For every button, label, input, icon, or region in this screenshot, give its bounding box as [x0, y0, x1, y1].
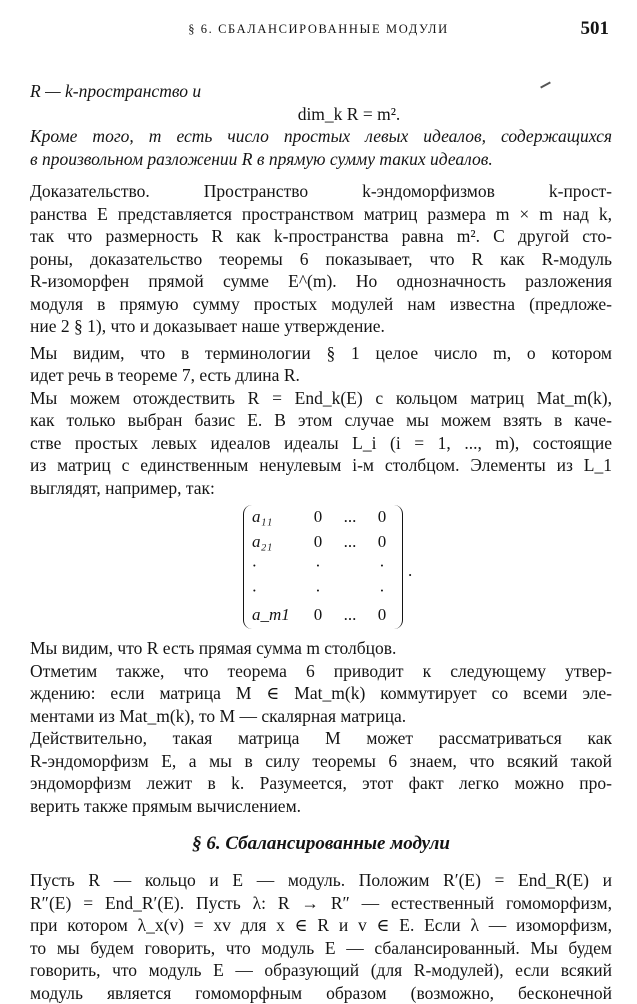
theorem-tail — [30, 80, 612, 170]
text-line: Доказательство. Пространство k-эндоморфизмов k-прост- — [30, 180, 612, 203]
paragraph-endomorphism — [30, 727, 612, 817]
text-line: Пусть R — кольцо и E — модуль. Положим R′(E) = End_R(E) и — [30, 869, 612, 892]
text-line: стве простых левых идеалов идеалы L_i (i = 1, ..., m), состоящие — [30, 432, 612, 455]
matrix-cell: · — [244, 556, 306, 576]
matrix-row — [244, 530, 402, 555]
text-line: в произвольном разложении R в прямую сумму таких идеалов. — [30, 148, 612, 171]
matrix-row — [244, 579, 402, 604]
text-line: Действительно, такая матрица M может рассматриваться как — [30, 727, 612, 750]
matrix-cell: a₁₁ — [244, 507, 306, 527]
matrix-cell: 0 — [306, 532, 330, 552]
text-line: Мы видим, что в терминологии § 1 целое число m, о котором — [30, 342, 612, 365]
matrix-cell: 0 — [370, 532, 394, 552]
text-line: роны, доказательство теоремы 6 показывает, что R как R-модуль — [30, 248, 612, 271]
matrix-cell: a_m1 — [244, 605, 306, 625]
text-line: R-изоморфен прямой сумме E^(m). Но однозначность разложения — [30, 270, 612, 293]
paragraph-columns — [30, 637, 612, 660]
section-paragraph — [30, 869, 612, 1004]
text-line: при котором λ_x(v) = xv для x ∈ R и v ∈ E. Если λ — изоморфизм, — [30, 914, 612, 937]
text-line: R-эндоморфизм E, а мы в силу теоремы 6 знаем, что всякий такой — [30, 750, 612, 773]
text-line: Мы видим, что R есть прямая сумма m столбцов. — [30, 637, 612, 660]
matrix-cell: a₂₁ — [244, 532, 306, 552]
matrix-cell: 0 — [370, 507, 394, 527]
paragraph-identification — [30, 387, 612, 500]
dimension-equation: dim_k R = m². — [30, 103, 612, 126]
text-line: R″(E) = End_R′(E). Пусть λ: R → R″ — естественный гомоморфизм, — [30, 892, 612, 915]
matrix-cell: · — [306, 556, 330, 576]
text-line: Отметим также, что теорема 6 приводит к следующему утвер- — [30, 660, 612, 683]
matrix-cell: 0 — [370, 605, 394, 625]
text-line: из матриц с единственным ненулевым i-м столбцом. Элементы из L_1 — [30, 454, 612, 477]
text-line: как только выбран базис E. В этом случае мы можем взять в каче- — [30, 409, 612, 432]
matrix-cell: ... — [330, 532, 370, 552]
text-line: ждению: если матрица M ∈ Mat_m(k) коммутирует со всеми эле- — [30, 682, 612, 705]
matrix-row — [244, 603, 402, 628]
matrix-cell: · — [370, 556, 394, 576]
section-title: § 6. Сбалансированные модули — [30, 829, 612, 859]
text-line: модуля в прямую сумму простых модулей нам известна (предложе- — [30, 293, 612, 316]
proof-paragraph — [30, 180, 612, 338]
page-body — [30, 80, 612, 1004]
matrix-cell: 0 — [306, 507, 330, 527]
text-line: говорить, что модуль E — образующий (для R-модулей), если всякий — [30, 959, 612, 982]
text-line: так что размерность R как k-пространства равна m². С другой сто- — [30, 225, 612, 248]
text-line: R — k-пространство и — [30, 80, 612, 103]
matrix-row — [244, 505, 402, 530]
matrix-cell: · — [306, 581, 330, 601]
text-line: ние 2 § 1), что и доказывает наше утверждение. — [30, 315, 612, 338]
text-line: ранства E представляется пространством матриц размера m × m над k, — [30, 203, 612, 226]
matrix-cell: · — [244, 581, 306, 601]
matrix-row — [244, 554, 402, 579]
text-line: верить также прямым вычислением. — [30, 795, 612, 818]
text-line: ментами из Mat_m(k), то M — скалярная матрица. — [30, 705, 612, 728]
matrix-cell: ... — [330, 605, 370, 625]
paragraph-length — [30, 342, 612, 387]
matrix-display — [30, 505, 612, 633]
text-line: Кроме того, m есть число простых левых идеалов, содержащихся — [30, 125, 612, 148]
paragraph-scalar — [30, 660, 612, 728]
text-line: то мы будем говорить, что модуль E — сбалансированный. Мы будем — [30, 937, 612, 960]
matrix-cell: 0 — [306, 605, 330, 625]
text-line: эндоморфизм лежит в k. Разумеется, этот факт легко можно про- — [30, 772, 612, 795]
matrix-cell: ... — [330, 507, 370, 527]
page-header — [0, 18, 637, 44]
text-line: выглядят, например, так: — [30, 477, 612, 500]
running-title: § 6. СБАЛАНСИРОВАННЫЕ МОДУЛИ — [0, 22, 637, 37]
matrix-cell: · — [370, 581, 394, 601]
text-line: Мы можем отождествить R = End_k(E) с кольцом матриц Mat_m(k), — [30, 387, 612, 410]
text-line: идет речь в теореме 7, есть длина R. — [30, 364, 612, 387]
matrix-brackets — [243, 505, 403, 629]
matrix-trailing-period: . — [408, 561, 412, 581]
text-line: модуль является гомоморфным образом (возможно, бесконечной — [30, 982, 612, 1004]
page-number: 501 — [581, 18, 610, 40]
